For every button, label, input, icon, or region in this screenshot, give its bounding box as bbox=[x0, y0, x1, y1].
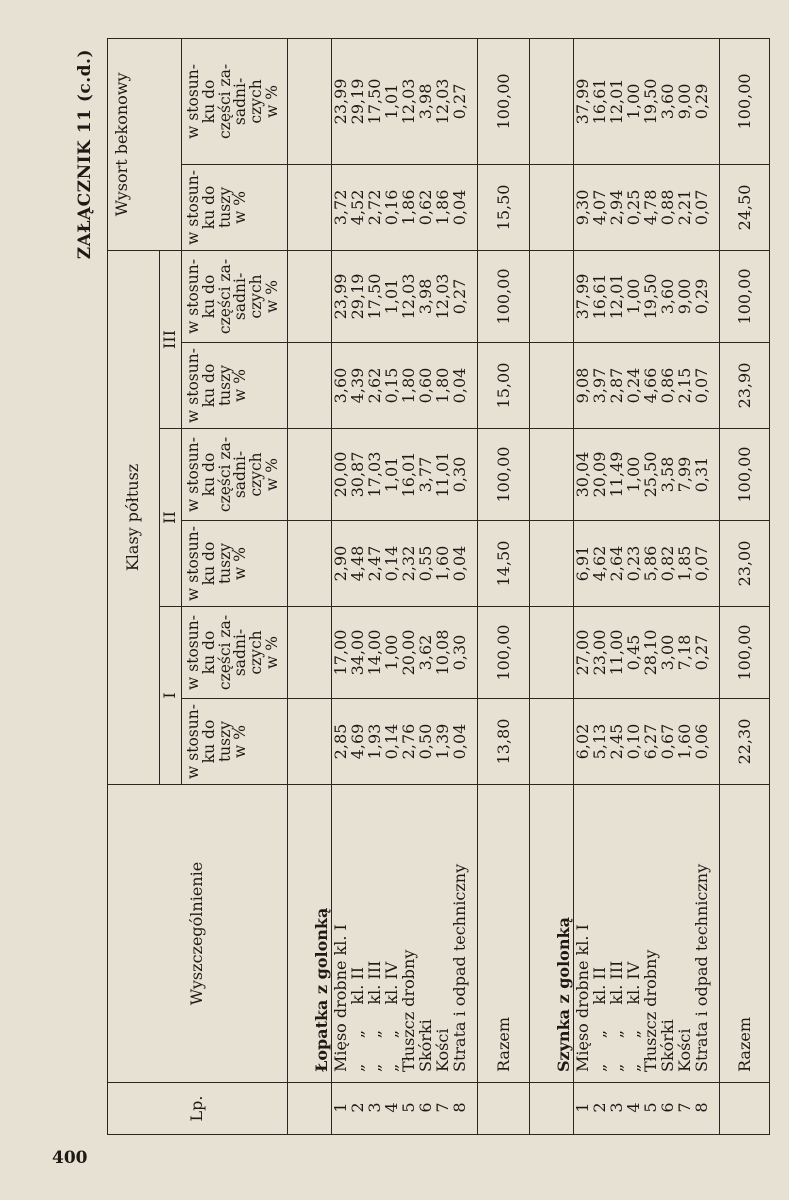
item-label: Skórki bbox=[415, 1019, 435, 1072]
value-cell: 7,18 bbox=[674, 634, 694, 671]
value-cell: 9,00 bbox=[674, 278, 694, 315]
value-cell: 2,45 bbox=[606, 723, 626, 760]
lp-value: 5 bbox=[640, 1102, 660, 1113]
value-cell: 0,62 bbox=[415, 189, 435, 226]
item-label: „ „ kl. IV bbox=[623, 961, 643, 1072]
header-klasy-poltusz: Klasy półtusz bbox=[108, 250, 160, 784]
value-cell: 17,50 bbox=[364, 273, 384, 320]
value-cell: 29,19 bbox=[347, 78, 367, 125]
value-cell: 2,21 bbox=[674, 189, 694, 226]
value-cell: 4,66 bbox=[640, 367, 660, 404]
value-cell: 20,09 bbox=[589, 451, 609, 498]
value-cell: 1,60 bbox=[674, 723, 694, 760]
subheader-ii-czesci-zasadniczych: w stosun- ku do części za- sadni- czych w % bbox=[182, 429, 288, 521]
value-cell: 0,27 bbox=[449, 278, 469, 315]
total-value: 100,00 bbox=[719, 250, 769, 342]
total-value: 23,90 bbox=[719, 343, 769, 429]
value-cell: 0,06 bbox=[691, 723, 711, 760]
section-title-empty-cell bbox=[530, 607, 574, 699]
value-cell: 1,00 bbox=[381, 634, 401, 671]
value-cell: 23,00 bbox=[589, 629, 609, 676]
value-cell: 12,01 bbox=[606, 273, 626, 320]
total-value: 100,00 bbox=[719, 429, 769, 521]
item-label: Mięso drobne kl. I bbox=[572, 924, 592, 1072]
item-label: Kości bbox=[674, 1028, 694, 1072]
value-column bbox=[331, 343, 477, 429]
total-value: 24,50 bbox=[719, 164, 769, 250]
value-cell: 3,00 bbox=[657, 634, 677, 671]
value-cell: 3,62 bbox=[415, 634, 435, 671]
value-cell: 1,00 bbox=[623, 278, 643, 315]
lp-value: 2 bbox=[347, 1102, 367, 1113]
value-cell: 0,14 bbox=[381, 545, 401, 582]
item-label: Strata i odpad techniczny bbox=[691, 863, 711, 1072]
value-cell: 2,72 bbox=[364, 189, 384, 226]
value-cell: 16,61 bbox=[589, 78, 609, 125]
value-column bbox=[573, 164, 719, 250]
value-cell: 3,60 bbox=[657, 278, 677, 315]
item-label: „ „ kl. IV bbox=[381, 961, 401, 1072]
value-cell: 12,03 bbox=[398, 273, 418, 320]
value-cell: 0,27 bbox=[691, 634, 711, 671]
lp-value: 8 bbox=[691, 1102, 711, 1113]
lp-column bbox=[573, 1083, 719, 1135]
section-title-empty-cell bbox=[288, 38, 332, 164]
section-title-empty-cell bbox=[530, 429, 574, 521]
header-wyszczegolnienie: Wyszczególnienie bbox=[108, 785, 288, 1083]
value-cell: 2,47 bbox=[364, 545, 384, 582]
value-cell: 30,87 bbox=[347, 451, 367, 498]
total-label: Razem bbox=[477, 785, 529, 1083]
lp-value: 7 bbox=[432, 1102, 452, 1113]
lp-value: 6 bbox=[415, 1102, 435, 1113]
value-cell: 3,97 bbox=[589, 367, 609, 404]
value-cell: 1,60 bbox=[432, 545, 452, 582]
value-cell: 0,30 bbox=[449, 634, 469, 671]
value-cell: 0,24 bbox=[623, 367, 643, 404]
total-value: 100,00 bbox=[477, 429, 529, 521]
value-cell: 2,62 bbox=[364, 367, 384, 404]
value-cell: 0,10 bbox=[623, 723, 643, 760]
value-cell: 0,82 bbox=[657, 545, 677, 582]
value-cell: 11,49 bbox=[606, 451, 626, 498]
value-cell: 10,08 bbox=[432, 629, 452, 676]
section-lp-empty bbox=[288, 1083, 332, 1135]
total-value: 14,50 bbox=[477, 521, 529, 607]
header-class-ii: II bbox=[160, 429, 182, 607]
value-column bbox=[573, 250, 719, 342]
value-cell: 6,27 bbox=[640, 723, 660, 760]
value-cell: 1,01 bbox=[381, 278, 401, 315]
subheader-wysort-tuszy: w stosun- ku do tuszy w % bbox=[182, 164, 288, 250]
total-value: 15,00 bbox=[477, 343, 529, 429]
value-cell: 37,99 bbox=[572, 78, 592, 125]
value-cell: 4,78 bbox=[640, 189, 660, 226]
value-cell: 3,72 bbox=[330, 189, 350, 226]
section-lp-empty bbox=[530, 1083, 574, 1135]
total-row bbox=[477, 38, 529, 1134]
data-table bbox=[107, 38, 770, 1135]
annex-title: ZAŁĄCZNIK 11 (c.d.) bbox=[75, 49, 95, 260]
header-class-iii: III bbox=[160, 250, 182, 428]
total-value: 100,00 bbox=[719, 607, 769, 699]
section-title-empty-cell bbox=[530, 164, 574, 250]
section-title: Szynka z golonką bbox=[530, 785, 574, 1083]
value-column bbox=[573, 343, 719, 429]
value-cell: 16,01 bbox=[398, 451, 418, 498]
value-cell: 0,25 bbox=[623, 189, 643, 226]
lp-value: 4 bbox=[381, 1102, 401, 1113]
value-column bbox=[331, 699, 477, 785]
value-cell: 5,13 bbox=[589, 723, 609, 760]
value-cell: 3,77 bbox=[415, 456, 435, 493]
value-cell: 2,85 bbox=[330, 723, 350, 760]
lp-column bbox=[331, 1083, 477, 1135]
value-cell: 0,07 bbox=[691, 367, 711, 404]
value-cell: 1,00 bbox=[623, 83, 643, 120]
items-column bbox=[331, 785, 477, 1083]
section-title-empty-cell bbox=[530, 250, 574, 342]
value-column bbox=[331, 164, 477, 250]
value-cell: 17,50 bbox=[364, 78, 384, 125]
subheader-ii-tuszy: w stosun- ku do tuszy w % bbox=[182, 521, 288, 607]
total-value: 15,50 bbox=[477, 164, 529, 250]
value-cell: 4,39 bbox=[347, 367, 367, 404]
value-column bbox=[573, 699, 719, 785]
value-cell: 30,04 bbox=[572, 451, 592, 498]
item-label: „ „ kl. III bbox=[364, 960, 384, 1072]
value-cell: 0,04 bbox=[449, 189, 469, 226]
value-cell: 1,80 bbox=[398, 367, 418, 404]
lp-value: 5 bbox=[398, 1102, 418, 1113]
value-cell: 25,50 bbox=[640, 451, 660, 498]
value-column bbox=[573, 607, 719, 699]
section-title-empty-cell bbox=[530, 521, 574, 607]
value-cell: 12,03 bbox=[398, 78, 418, 125]
value-cell: 27,00 bbox=[572, 629, 592, 676]
section-title-empty-cell bbox=[530, 343, 574, 429]
item-label: „ „ kl. II bbox=[589, 966, 609, 1072]
value-cell: 3,60 bbox=[330, 367, 350, 404]
value-column bbox=[331, 38, 477, 164]
subheader-iii-czesci-zasadniczych: w stosun- ku do części za- sadni- czych w % bbox=[182, 250, 288, 342]
value-column bbox=[331, 521, 477, 607]
value-cell: 0,55 bbox=[415, 545, 435, 582]
value-cell: 4,62 bbox=[589, 545, 609, 582]
total-value: 23,00 bbox=[719, 521, 769, 607]
value-cell: 0,29 bbox=[691, 83, 711, 120]
value-cell: 5,86 bbox=[640, 545, 660, 582]
table-header bbox=[108, 38, 288, 1134]
section-title-row bbox=[288, 38, 332, 1134]
header-class-i: I bbox=[160, 607, 182, 785]
value-cell: 0,15 bbox=[381, 367, 401, 404]
subheader-i-tuszy: w stosun- ku do tuszy w % bbox=[182, 699, 288, 785]
value-cell: 9,30 bbox=[572, 189, 592, 226]
value-cell: 11,01 bbox=[432, 451, 452, 498]
value-cell: 0,16 bbox=[381, 189, 401, 226]
value-cell: 23,99 bbox=[330, 78, 350, 125]
lp-value: 8 bbox=[449, 1102, 469, 1113]
value-cell: 2,64 bbox=[606, 545, 626, 582]
value-cell: 0,04 bbox=[449, 545, 469, 582]
value-cell: 17,00 bbox=[330, 629, 350, 676]
item-label: „ „ kl. III bbox=[606, 960, 626, 1072]
value-cell: 28,10 bbox=[640, 629, 660, 676]
value-cell: 0,86 bbox=[657, 367, 677, 404]
item-label: Kości bbox=[432, 1028, 452, 1072]
value-cell: 17,03 bbox=[364, 451, 384, 498]
value-cell: 9,08 bbox=[572, 367, 592, 404]
value-cell: 0,31 bbox=[691, 456, 711, 493]
value-cell: 20,00 bbox=[398, 629, 418, 676]
header-lp: Lp. bbox=[108, 1083, 288, 1135]
total-value: 100,00 bbox=[477, 250, 529, 342]
section-title-empty-cell bbox=[288, 429, 332, 521]
total-value: 100,00 bbox=[477, 607, 529, 699]
value-cell: 1,93 bbox=[364, 723, 384, 760]
value-cell: 3,58 bbox=[657, 456, 677, 493]
value-cell: 1,01 bbox=[381, 456, 401, 493]
value-cell: 0,14 bbox=[381, 723, 401, 760]
value-cell: 3,98 bbox=[415, 83, 435, 120]
value-cell: 1,80 bbox=[432, 367, 452, 404]
section-title-empty-cell bbox=[288, 250, 332, 342]
item-label: Strata i odpad techniczny bbox=[449, 863, 469, 1072]
value-cell: 7,99 bbox=[674, 456, 694, 493]
value-cell: 0,88 bbox=[657, 189, 677, 226]
value-cell: 0,07 bbox=[691, 545, 711, 582]
section-title-empty-cell bbox=[288, 343, 332, 429]
value-column bbox=[331, 250, 477, 342]
section-title: Łopatka z golonką bbox=[288, 785, 332, 1083]
value-cell: 2,90 bbox=[330, 545, 350, 582]
value-cell: 34,00 bbox=[347, 629, 367, 676]
value-cell: 16,61 bbox=[589, 273, 609, 320]
item-label: Tłuszcz drobny bbox=[640, 949, 660, 1072]
value-cell: 0,67 bbox=[657, 723, 677, 760]
subheader-wysort-czesci-zasadniczych: w stosun- ku do części za- sadni- czych w % bbox=[182, 38, 288, 164]
rotated-page-content bbox=[75, 39, 770, 1135]
value-cell: 4,69 bbox=[347, 723, 367, 760]
value-cell: 4,48 bbox=[347, 545, 367, 582]
value-cell: 12,03 bbox=[432, 273, 452, 320]
value-cell: 0,45 bbox=[623, 634, 643, 671]
section-items-row bbox=[331, 38, 477, 1134]
section-items-row bbox=[573, 38, 719, 1134]
value-cell: 0,07 bbox=[691, 189, 711, 226]
value-cell: 6,91 bbox=[572, 545, 592, 582]
section-title-empty-cell bbox=[288, 521, 332, 607]
lp-value: 2 bbox=[589, 1102, 609, 1113]
value-cell: 1,86 bbox=[398, 189, 418, 226]
value-cell: 1,01 bbox=[381, 83, 401, 120]
value-cell: 3,98 bbox=[415, 278, 435, 315]
subheader-i-czesci-zasadniczych: w stosun- ku do części za- sadni- czych w % bbox=[182, 607, 288, 699]
value-cell: 0,29 bbox=[691, 278, 711, 315]
subheader-iii-tuszy: w stosun- ku do tuszy w % bbox=[182, 343, 288, 429]
lp-value: 7 bbox=[674, 1102, 694, 1113]
value-cell: 0,60 bbox=[415, 367, 435, 404]
section-title-empty-cell bbox=[288, 699, 332, 785]
value-cell: 2,76 bbox=[398, 723, 418, 760]
value-cell: 29,19 bbox=[347, 273, 367, 320]
value-cell: 0,50 bbox=[415, 723, 435, 760]
value-cell: 20,00 bbox=[330, 451, 350, 498]
total-value: 13,80 bbox=[477, 699, 529, 785]
total-lp-empty bbox=[477, 1083, 529, 1135]
section-title-empty-cell bbox=[530, 38, 574, 164]
header-wysort-bekonowy: Wysort bekonowy bbox=[108, 38, 182, 250]
page-number: 400 bbox=[52, 1148, 88, 1168]
value-cell: 2,32 bbox=[398, 545, 418, 582]
section-title-empty-cell bbox=[288, 164, 332, 250]
lp-value: 4 bbox=[623, 1102, 643, 1113]
value-cell: 0,04 bbox=[449, 723, 469, 760]
lp-value: 6 bbox=[657, 1102, 677, 1113]
total-value: 100,00 bbox=[719, 38, 769, 164]
value-cell: 4,52 bbox=[347, 189, 367, 226]
value-cell: 2,15 bbox=[674, 367, 694, 404]
item-label: „ „ kl. II bbox=[347, 966, 367, 1072]
section-title-empty-cell bbox=[288, 607, 332, 699]
lp-value: 1 bbox=[330, 1102, 350, 1113]
item-label: Skórki bbox=[657, 1019, 677, 1072]
value-cell: 23,99 bbox=[330, 273, 350, 320]
value-cell: 2,87 bbox=[606, 367, 626, 404]
value-cell: 4,07 bbox=[589, 189, 609, 226]
value-cell: 11,00 bbox=[606, 629, 626, 676]
total-value: 100,00 bbox=[477, 38, 529, 164]
value-column bbox=[573, 521, 719, 607]
total-label: Razem bbox=[719, 785, 769, 1083]
value-cell: 19,50 bbox=[640, 78, 660, 125]
value-cell: 12,01 bbox=[606, 78, 626, 125]
value-cell: 0,27 bbox=[449, 83, 469, 120]
total-value: 22,30 bbox=[719, 699, 769, 785]
value-cell: 1,86 bbox=[432, 189, 452, 226]
lp-value: 3 bbox=[606, 1102, 626, 1113]
value-cell: 19,50 bbox=[640, 273, 660, 320]
section-title-empty-cell bbox=[530, 699, 574, 785]
item-label: Tłuszcz drobny bbox=[398, 949, 418, 1072]
value-cell: 14,00 bbox=[364, 629, 384, 676]
value-column bbox=[331, 607, 477, 699]
table-body bbox=[288, 38, 770, 1134]
value-column bbox=[331, 429, 477, 521]
value-cell: 1,85 bbox=[674, 545, 694, 582]
value-cell: 2,94 bbox=[606, 189, 626, 226]
value-cell: 9,00 bbox=[674, 83, 694, 120]
value-cell: 37,99 bbox=[572, 273, 592, 320]
lp-value: 3 bbox=[364, 1102, 384, 1113]
value-column bbox=[573, 429, 719, 521]
value-column bbox=[573, 38, 719, 164]
value-cell: 12,03 bbox=[432, 78, 452, 125]
value-cell: 3,60 bbox=[657, 83, 677, 120]
value-cell: 0,30 bbox=[449, 456, 469, 493]
value-cell: 0,23 bbox=[623, 545, 643, 582]
total-row bbox=[719, 38, 769, 1134]
total-lp-empty bbox=[719, 1083, 769, 1135]
section-title-row bbox=[530, 38, 574, 1134]
value-cell: 1,39 bbox=[432, 723, 452, 760]
value-cell: 0,04 bbox=[449, 367, 469, 404]
lp-value: 1 bbox=[572, 1102, 592, 1113]
value-cell: 6,02 bbox=[572, 723, 592, 760]
items-column bbox=[573, 785, 719, 1083]
item-label: Mięso drobne kl. I bbox=[330, 924, 350, 1072]
value-cell: 1,00 bbox=[623, 456, 643, 493]
